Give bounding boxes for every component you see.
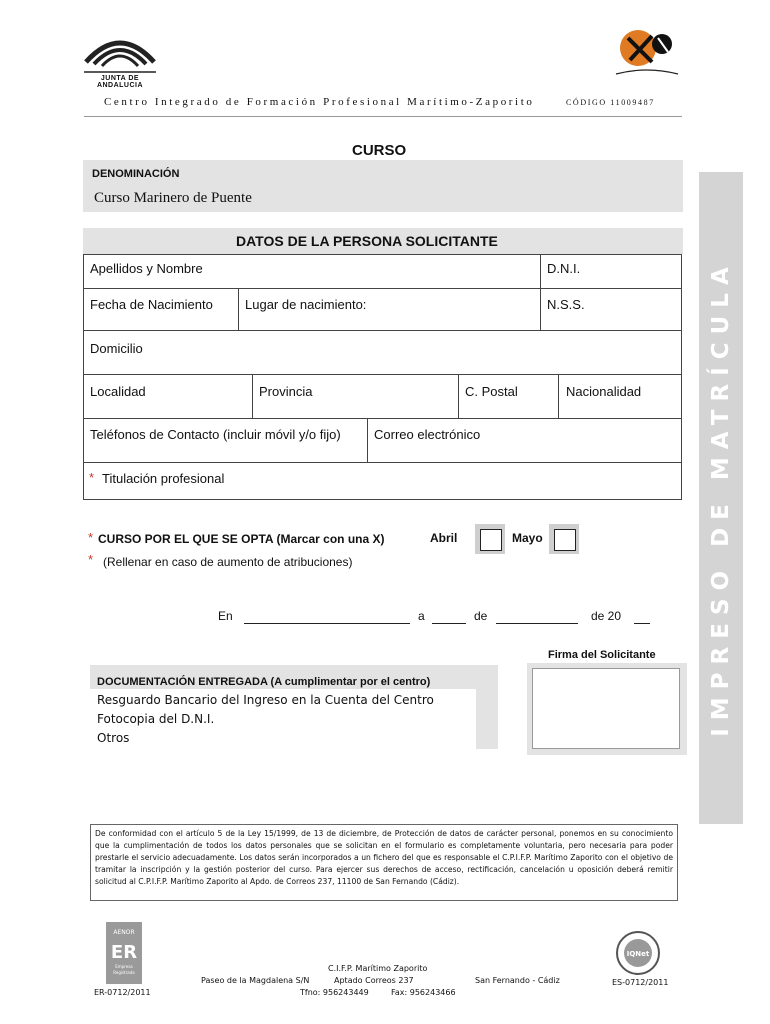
svg-text:IQNet: IQNet (626, 950, 650, 958)
table-col-divider (458, 374, 459, 418)
table-row-divider (83, 418, 682, 419)
svg-text:Registrada: Registrada (113, 970, 135, 975)
footer-center-name: C.I.F.P. Marítimo Zaporito (328, 964, 428, 973)
field-nss[interactable]: N.S.S. (547, 297, 585, 312)
date-de20: de 20 (591, 609, 622, 623)
junta-andalucia-caption: JUNTA DE ANDALUCIA (96, 75, 144, 89)
footer-right-code: ES-0712/2011 (612, 978, 669, 987)
field-postal-code[interactable]: C. Postal (465, 384, 518, 399)
asterisk-qualification: * (89, 470, 95, 485)
option-april-label: Abril (430, 531, 458, 545)
table-col-divider (367, 418, 368, 462)
table-col-divider (238, 288, 239, 330)
footer-city: San Fernando - Cádiz (475, 976, 560, 985)
date-de: de (474, 609, 488, 623)
legal-notice: De conformidad con el artículo 5 de la Ley 15/1999, de 13 de diciembre, de Protección de datos de carácter personal, ponemos en su conocimiento que la cumplimentación de todos los datos personales que se solicitan en el formulario es completamente voluntaria, pero necesaria para poder prestarle el servicio adecuadamente. Los datos serán incorporados a un fichero del que es responsable el C.P.I.F.P. Marítimo Zaporito con el objetivo de tramitar la inscripción y la gestión posterior del curso. Para ejercer sus derechos de acceso, rectificación, cancelación u oposición deberá remitir solicitud al C.P.I.F.P. Marítimo Zaporito al Apdo. de Correos 237, 11100 de San Fernando (Cádiz). (90, 824, 678, 901)
table-row-divider (83, 330, 682, 331)
date-en: En (218, 609, 233, 623)
asterisk-note: * (88, 552, 94, 567)
table-col-divider (252, 374, 253, 418)
footer-fax: Fax: 956243466 (391, 988, 456, 997)
institution-code: CÓDIGO 11009487 (566, 98, 655, 107)
denomination-label: DENOMINACIÓN (92, 168, 180, 180)
footer-address: Paseo de la Magdalena S/N (201, 976, 310, 985)
footer-po-box: Aptado Correos 237 (334, 976, 414, 985)
footer-left-code: ER-0712/2011 (94, 988, 151, 997)
side-banner-text: IMPRESO DE MATRÍCULA (708, 259, 734, 737)
svg-text:AENOR: AENOR (113, 929, 135, 936)
field-nationality[interactable]: Nacionalidad (566, 384, 642, 399)
iqnet-logo (614, 930, 662, 976)
asterisk-option: * (88, 530, 94, 545)
field-locality[interactable]: Localidad (90, 384, 146, 399)
applicant-section-title: DATOS DE LA PERSONA SOLICITANTE (236, 233, 498, 249)
applicant-table (83, 254, 682, 500)
svg-text:Empresa: Empresa (115, 964, 133, 969)
aenor-logo (106, 922, 142, 984)
signature-label: Firma del Solicitante (548, 649, 656, 661)
denomination-value[interactable]: Curso Marinero de Puente (94, 190, 252, 206)
footer-phone: Tfno: 956243449 (300, 988, 369, 997)
header-rule (84, 116, 682, 117)
option-label: CURSO POR EL QUE SE OPTA (Marcar con una X) (98, 532, 385, 546)
april-checkbox[interactable] (480, 529, 502, 551)
date-a: a (418, 609, 425, 623)
course-title: CURSO (352, 142, 407, 159)
field-phones[interactable]: Teléfonos de Contacto (incluir móvil y/o fijo) (90, 427, 341, 442)
date-day-line[interactable] (432, 623, 466, 624)
table-col-divider (558, 374, 559, 418)
date-place-line[interactable] (244, 623, 410, 624)
date-month-line[interactable] (496, 623, 578, 624)
svg-text:ER: ER (110, 942, 138, 963)
field-dni[interactable]: D.N.I. (547, 261, 581, 276)
field-name[interactable]: Apellidos y Nombre (90, 261, 203, 276)
table-col-divider (540, 254, 541, 330)
documentation-item: Otros (97, 731, 130, 745)
field-address[interactable]: Domicilio (90, 341, 143, 356)
documentation-item: Resguardo Bancario del Ingreso en la Cuenta del Centro (97, 693, 434, 707)
field-birth-place[interactable]: Lugar de nacimiento: (245, 297, 367, 312)
school-logo (608, 22, 684, 84)
signature-box[interactable] (532, 668, 680, 749)
field-qualification[interactable]: Titulación profesional (102, 471, 225, 486)
table-row-divider (83, 288, 682, 289)
may-checkbox[interactable] (554, 529, 576, 551)
date-year-line[interactable] (634, 623, 650, 624)
option-may-label: Mayo (512, 531, 543, 545)
documentation-item: Fotocopia del D.N.I. (97, 712, 215, 726)
field-province[interactable]: Provincia (259, 384, 313, 399)
institution-name: Centro Integrado de Formación Profesional Marítimo-Zaporito (104, 96, 535, 108)
field-email[interactable]: Correo electrónico (374, 427, 481, 442)
option-note: (Rellenar en caso de aumento de atribuciones) (103, 555, 353, 569)
table-row-divider (83, 462, 682, 463)
field-birth-date[interactable]: Fecha de Nacimiento (90, 297, 213, 312)
table-row-divider (83, 374, 682, 375)
documentation-title: DOCUMENTACIÓN ENTREGADA (A cumplimentar por el centro) (97, 676, 431, 688)
